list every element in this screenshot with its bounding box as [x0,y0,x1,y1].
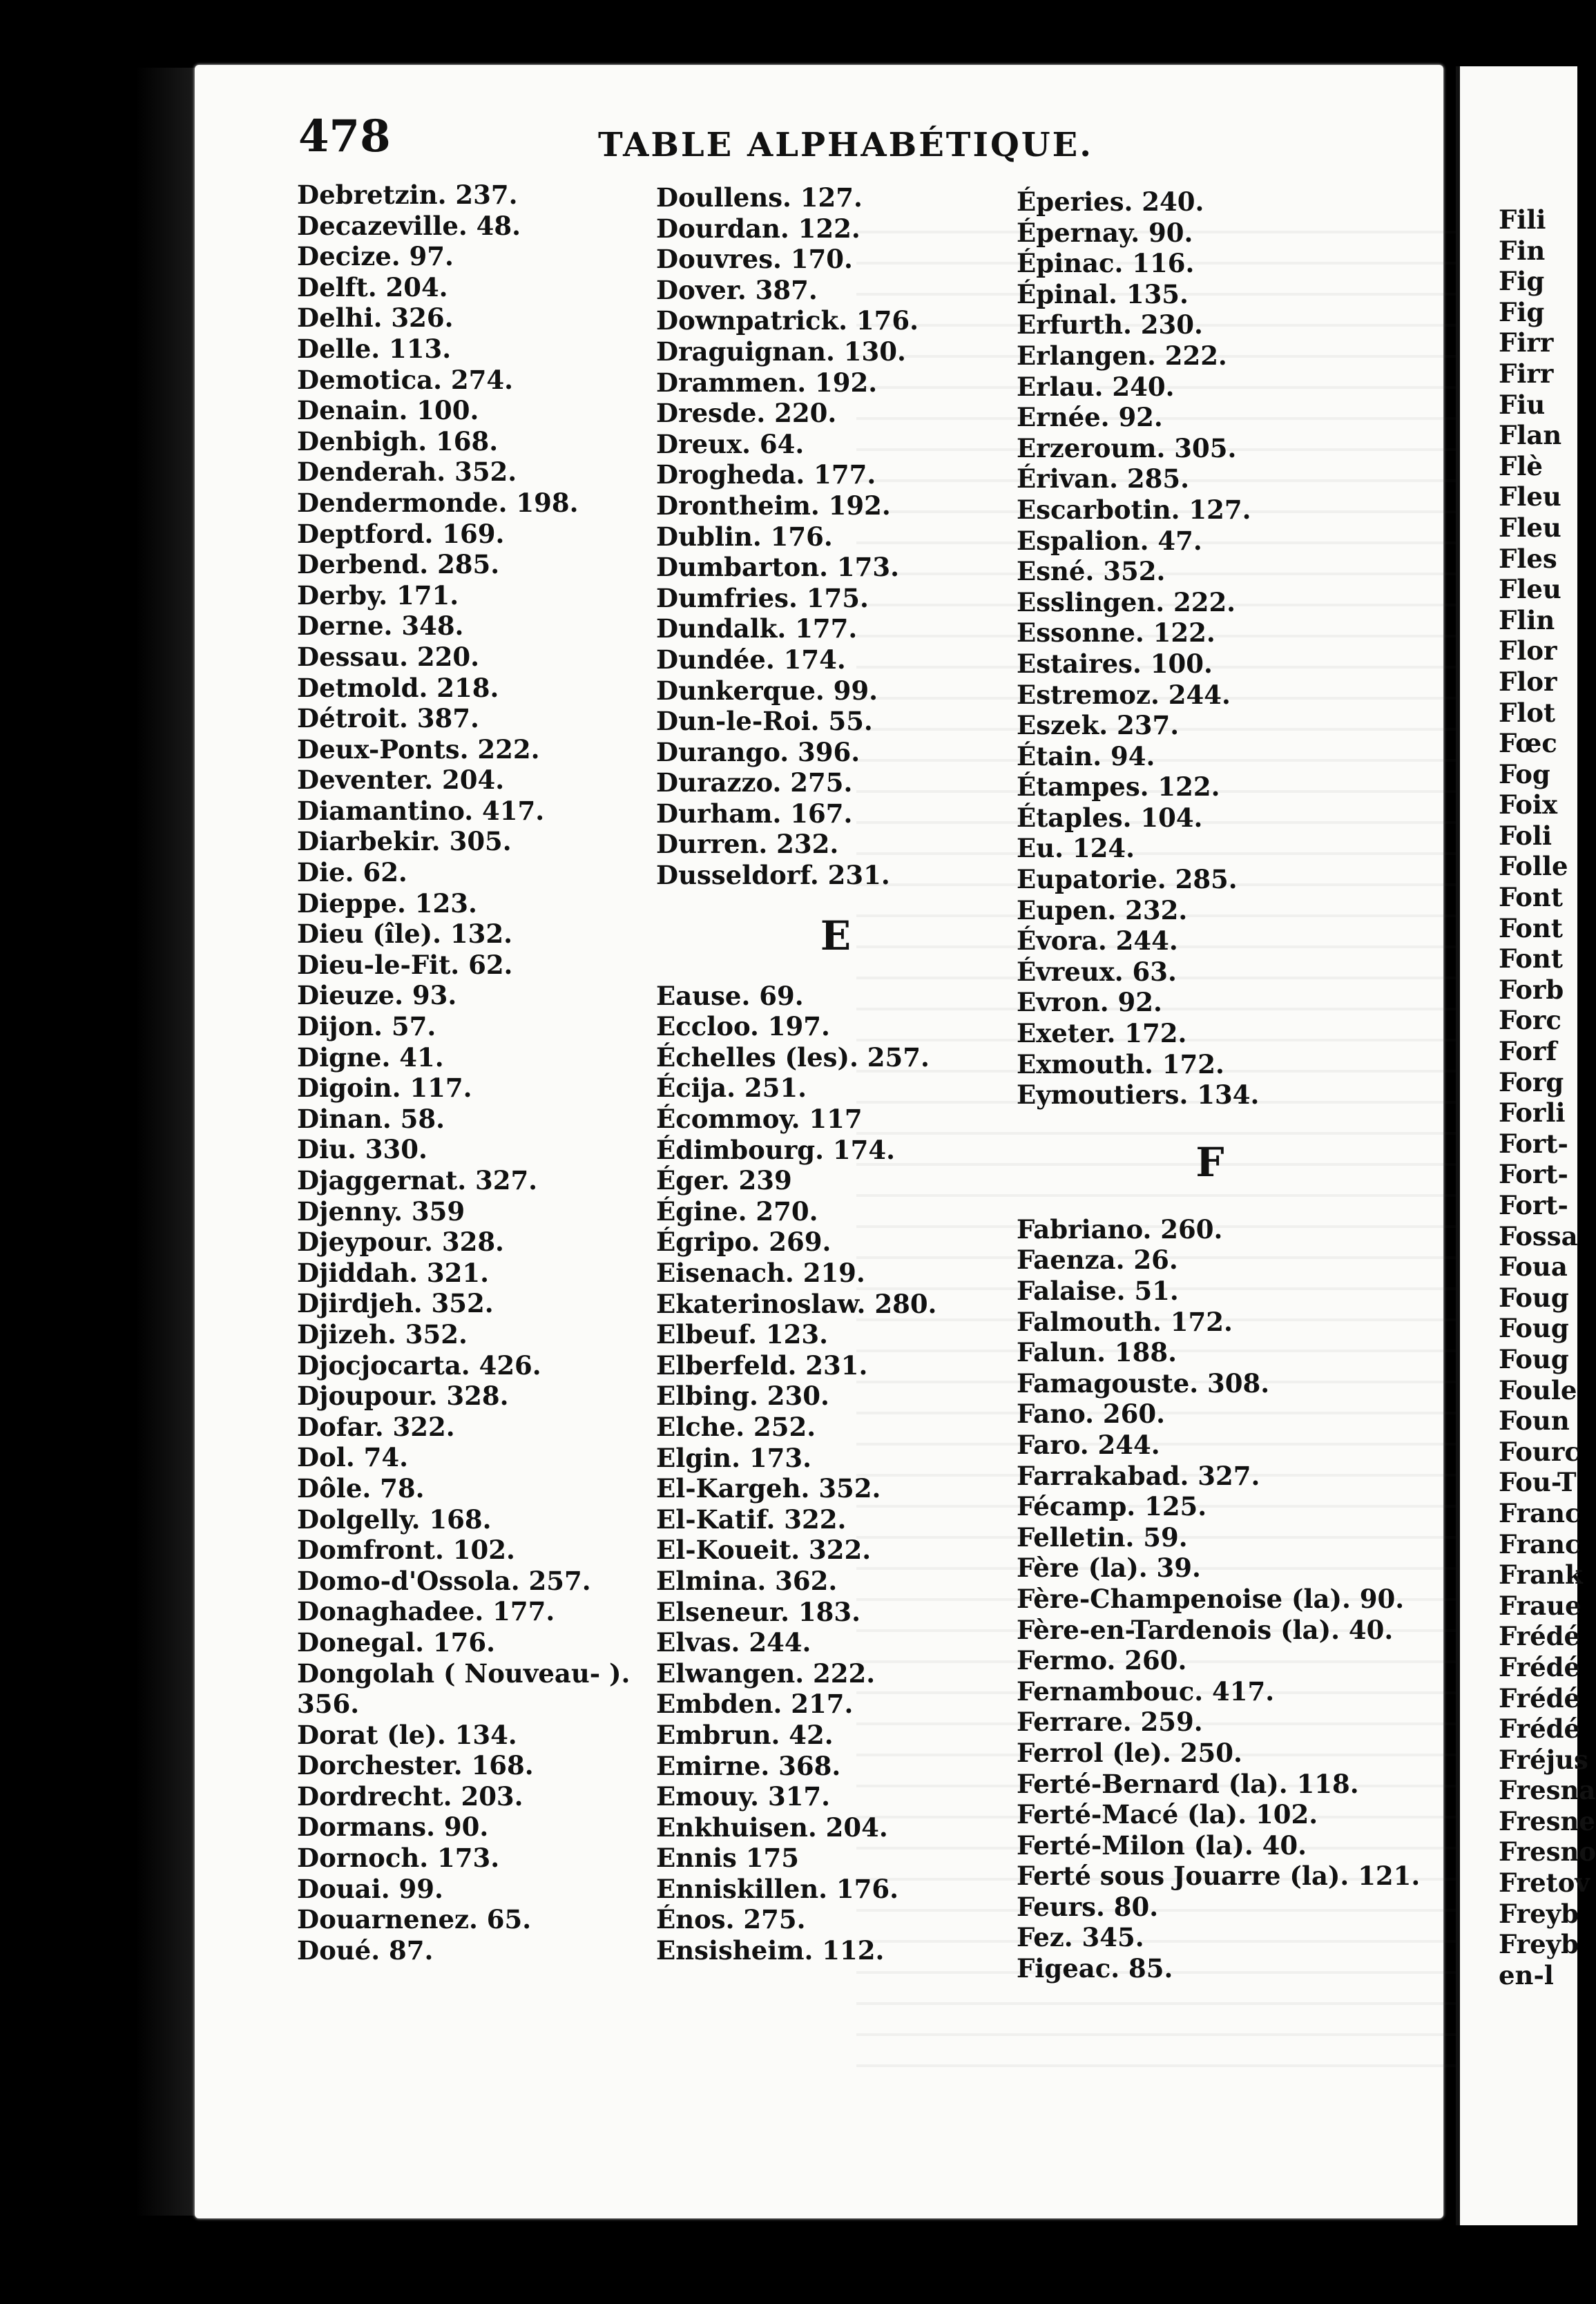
index-entry: Éger. 239 [656,1165,792,1196]
index-entry: Ferté-Bernard (la). 118. [1017,1768,1359,1799]
next-page-entry: Fort- [1499,1128,1568,1159]
index-entry: Dôle. 78. [297,1472,425,1504]
index-entry: Esné. 352. [1017,556,1166,587]
index-entry: Ferrol (le). 250. [1017,1737,1242,1768]
index-entry: Demotica. 274. [297,364,513,395]
index-entry: Ferté-Macé (la). 102. [1017,1799,1318,1830]
index-entry: Falmouth. 172. [1017,1306,1233,1337]
index-entry: Dolgelly. 168. [297,1504,492,1535]
index-entry: Djeypour. 328. [297,1227,504,1258]
index-entry: Faenza. 26. [1017,1245,1178,1276]
index-entry: Édimbourg. 174. [656,1134,895,1165]
index-entry: Dusseldorf. 231. [656,860,890,891]
index-entry: Étampes. 122. [1017,771,1220,803]
index-entry: Evron. 92. [1017,987,1162,1018]
index-entry: Ferrare. 259. [1017,1707,1203,1738]
index-entry: Donaghadee. 177. [297,1596,555,1627]
index-entry: Eu. 124. [1017,833,1135,864]
index-entry: Delft. 204. [297,271,448,303]
next-page-entry: Fort- [1499,1159,1568,1190]
next-page-entry: Fig [1499,266,1545,297]
index-entry: Downpatrick. 176. [656,305,919,336]
next-page-entry: Firr [1499,358,1554,389]
index-entry: Deptford. 169. [297,518,505,549]
index-entry: Évora. 244. [1017,925,1178,957]
index-entry: Dumfries. 175. [656,582,869,613]
next-page-entry: Font [1499,943,1563,975]
page-number: 478 [298,111,391,162]
index-entry: Ensisheim. 112. [656,1935,885,1966]
index-entry: Détroit. 387. [297,703,479,734]
index-entry: El-Katif. 322. [656,1504,847,1535]
index-entry: Fère (la). 39. [1017,1553,1201,1584]
next-page-entry: Fourc [1499,1436,1580,1467]
index-entry: Denderah. 352. [297,457,517,488]
index-entry: Dresde. 220. [656,398,837,429]
index-entry: Felletin. 59. [1017,1521,1188,1553]
index-entry: Drontheim. 192. [656,490,891,521]
index-entry: Fez. 345. [1017,1922,1144,1953]
index-entry: Die. 62. [297,857,407,888]
index-entry: Essonne. 122. [1017,617,1215,649]
index-entry: Elvas. 244. [656,1627,811,1658]
next-page-entry: Fréjus [1499,1744,1588,1775]
index-entry: Erlau. 240. [1017,371,1175,402]
index-entry: Espalion. 47. [1017,525,1202,556]
index-entry: Elbeuf. 123. [656,1319,829,1350]
next-page-entry: Fleu [1499,481,1561,512]
index-entry: Escarbotin. 127. [1017,494,1251,525]
index-column-2 [656,182,1015,1966]
next-page-entry: Fœc [1499,728,1557,759]
next-page-entry: Foule [1499,1374,1577,1405]
index-entry: Elgin. 173. [656,1442,811,1473]
index-entry: Draguignan. 130. [656,336,906,367]
page-edge-shadow [135,68,195,2216]
index-entry: Delle. 113. [297,333,452,364]
index-entry: Elche. 252. [656,1411,816,1442]
index-entry: Esslingen. 222. [1017,586,1236,617]
index-entry: Dieu-le-Fit. 62. [297,949,513,980]
index-entry: Dijon. 57. [297,1011,436,1042]
index-entry: Fère-en-Tardenois (la). 40. [1017,1614,1394,1645]
index-entry: Ferté sous Jouarre (la). 121. [1017,1861,1421,1892]
index-entry: Dieuze. 93. [297,980,457,1011]
index-entry: Faro. 244. [1017,1429,1160,1460]
index-entry: Drogheda. 177. [656,459,876,490]
index-entry: Fermo. 260. [1017,1645,1187,1676]
next-page-entry: Fles [1499,543,1557,574]
index-entry: Épinac. 116. [1017,248,1195,279]
index-entry: Érivan. 285. [1017,463,1190,495]
index-entry: Dol. 74. [297,1442,408,1473]
index-entry: Dinan. 58. [297,1103,445,1134]
next-page-entry: Fraue [1499,1590,1581,1621]
index-entry: Dieu (île). 132. [297,919,513,950]
next-page-entry: Flin [1499,604,1555,635]
next-page-entry: Frédé [1499,1621,1581,1652]
next-page-entry: Frédé [1499,1713,1581,1745]
index-entry: Fécamp. 125. [1017,1491,1207,1522]
index-entry: Dublin. 176. [656,521,833,552]
next-page-entry: Frédé [1499,1682,1581,1713]
index-entry: Dieppe. 123. [297,887,477,919]
next-page-entry: Fresna [1499,1775,1596,1806]
next-page-entry: Franc [1499,1497,1581,1528]
index-entry: Derne. 348. [297,611,464,642]
index-entry: Enkhuisen. 204. [656,1812,888,1843]
index-entry: Eymoutiers. 134. [1017,1079,1260,1111]
index-entry: Fano. 260. [1017,1399,1166,1430]
index-entry: Derby. 171. [297,579,459,611]
next-page-entry: Fresno [1499,1836,1596,1868]
index-entry: Énos. 275. [656,1904,806,1935]
index-entry: Figeac. 85. [1017,1953,1173,1984]
index-entry: Dundée. 174. [656,644,846,675]
next-page-entry: Frédé [1499,1651,1581,1682]
index-entry: Elseneur. 183. [656,1596,861,1627]
next-page-entry: Foli [1499,820,1552,851]
index-entry: Domfront. 102. [297,1535,515,1566]
index-entry: Ernée. 92. [1017,402,1163,433]
next-page-entry: Flot [1499,697,1556,728]
next-page-entry: Fiu [1499,389,1546,420]
next-page-entry: Flè [1499,450,1543,481]
index-entry: 356. [297,1689,360,1720]
next-page-entry: Forb [1499,974,1564,1005]
index-entry: Denbigh. 168. [297,425,499,457]
index-entry: Farrakabad. 327. [1017,1460,1260,1491]
index-entry: Djirdjeh. 352. [297,1288,494,1319]
index-entry: Eause. 69. [656,980,804,1011]
index-entry: Dessau. 220. [297,641,480,672]
index-entry: Égine. 270. [656,1196,818,1227]
index-entry: Digne. 41. [297,1041,444,1073]
index-entry: Diu. 330. [297,1134,427,1165]
index-entry: Dormans. 90. [297,1812,489,1843]
index-entry: Djizeh. 352. [297,1318,468,1350]
next-page-entry: Font [1499,912,1563,943]
index-entry: Embrun. 42. [656,1719,834,1750]
next-page-entry: Foug [1499,1343,1569,1374]
next-page-entry: Font [1499,882,1563,913]
next-page-entry: Forf [1499,1036,1557,1067]
index-entry: Debretzin. 237. [297,180,518,210]
index-entry: Dover. 387. [656,274,818,305]
index-entry: Djiddah. 321. [297,1257,490,1288]
index-column-3 [1017,186,1421,1984]
next-page-entry: Fili [1499,204,1546,235]
next-page-entry: Freyb [1499,1898,1579,1929]
next-page-entry: Folle [1499,851,1568,882]
index-entry: Eccloo. 197. [656,1011,830,1042]
next-page-entry: Frank [1499,1559,1583,1591]
index-entry: Échelles (les). 257. [656,1041,930,1073]
index-entry: Écija. 251. [656,1073,807,1104]
index-entry: Étaples. 104. [1017,802,1203,833]
section-letter: E [820,912,852,959]
next-page-entry: Forc [1499,1005,1561,1036]
index-entry: Dumbarton. 173. [656,552,900,583]
index-entry: Éperies. 240. [1017,186,1204,217]
index-entry: Dendermonde. 198. [297,487,579,518]
index-entry: Famagouste. 308. [1017,1367,1270,1399]
index-entry: Dofar. 322. [297,1411,455,1442]
index-entry: Doullens. 127. [656,182,863,213]
index-entry: Ennis 175 [656,1843,800,1874]
next-page-entry: Foun [1499,1405,1570,1437]
index-entry: El-Kargeh. 352. [656,1473,881,1504]
index-entry: Durham. 167. [656,798,853,829]
index-entry: Épinal. 135. [1017,278,1189,309]
next-page-entry: Fou-T [1499,1467,1577,1498]
next-page-entry: en-l [1499,1959,1554,1990]
section-letter: F [1195,1138,1224,1186]
index-entry: Elmina. 362. [656,1565,838,1596]
index-entry: Diamantino. 417. [297,795,545,826]
index-entry: Dorchester. 168. [297,1750,534,1781]
index-entry: Eszek. 237. [1017,710,1180,741]
index-entry: Deventer. 204. [297,765,505,796]
index-entry: Épernay. 90. [1017,217,1193,248]
next-page-entry: Fleu [1499,512,1561,543]
index-column-1 [297,180,642,1966]
index-entry: Djocjocarta. 426. [297,1350,541,1381]
index-entry: Eupatorie. 285. [1017,864,1238,895]
index-entry: Dundalk. 177. [656,613,858,644]
index-entry: El-Koueit. 322. [656,1535,872,1566]
index-entry: Durango. 396. [656,736,861,767]
index-entry: Dornoch. 173. [297,1843,500,1874]
index-entry: Douarnenez. 65. [297,1904,532,1935]
index-entry: Djoupour. 328. [297,1381,509,1412]
index-entry: Dorat (le). 134. [297,1719,517,1750]
index-entry: Deux-Ponts. 222. [297,733,540,765]
index-entry: Enniskillen. 176. [656,1873,899,1904]
index-entry: Doué. 87. [297,1935,434,1966]
index-entry: Elberfeld. 231. [656,1350,868,1381]
index-entry: Eisenach. 219. [656,1258,865,1288]
next-page-entry: Foug [1499,1282,1569,1313]
index-entry: Emirne. 368. [656,1750,841,1781]
index-entry: Embden. 217. [656,1689,854,1720]
index-entry: Erlangen. 222. [1017,340,1227,371]
index-entry: Fabriano. 260. [1017,1213,1223,1245]
index-entry: Decazeville. 48. [297,210,521,241]
index-entry: Donegal. 176. [297,1626,495,1658]
index-entry: Fernambouc. 417. [1017,1676,1275,1707]
index-entry: Douai. 99. [297,1873,443,1904]
index-entry: Dun-le-Roi. 55. [656,706,873,737]
index-entry: Feurs. 80. [1017,1891,1159,1922]
index-entry: Delhi. 326. [297,303,454,334]
next-page-entry: Foug [1499,1313,1569,1344]
index-entry: Ferté-Milon (la). 40. [1017,1830,1307,1861]
index-entry: Durren. 232. [656,829,839,860]
index-entry: Dordrecht. 203. [297,1780,523,1812]
next-page-entry: Fleu [1499,574,1561,605]
index-entry: Djenny. 359 [297,1196,465,1227]
next-page-entry: Foua [1499,1251,1568,1283]
index-entry: Estremoz. 244. [1017,679,1231,710]
page-title: TABLE ALPHABÉTIQUE. [598,126,1093,164]
index-entry: Douvres. 170. [656,244,853,275]
index-entry: Djaggernat. 327. [297,1165,538,1196]
index-entry: Decize. 97. [297,241,454,272]
index-entry: Erzeroum. 305. [1017,432,1237,463]
next-page-entry: Fog [1499,758,1550,789]
index-entry: Fère-Champenoise (la). 90. [1017,1583,1405,1614]
index-entry: Digoin. 117. [297,1073,472,1104]
next-page-entry: Fin [1499,235,1546,266]
next-page-entry: Freyb [1499,1929,1579,1960]
index-entry: Dongolah ( Nouveau- ). [297,1658,631,1689]
next-page-entry: Flor [1499,666,1557,697]
next-page-entry: Foix [1499,789,1558,820]
index-entry: Eupen. 232. [1017,894,1188,925]
index-entry: Detmold. 218. [297,672,499,703]
next-page-entry: Fresne [1499,1805,1595,1836]
index-entry: Erfurth. 230. [1017,309,1203,340]
index-entry: Exmouth. 172. [1017,1048,1224,1079]
next-page-entry: Firr [1499,327,1554,358]
next-page-entry: Fossa [1499,1220,1578,1251]
index-entry: Emouy. 317. [656,1781,831,1812]
next-page-entry: Franc [1499,1528,1581,1559]
index-entry: Elwangen. 222. [656,1658,876,1689]
next-page-entry: Forg [1499,1066,1564,1097]
index-entry: Denain. 100. [297,395,479,426]
index-entry: Falun. 188. [1017,1337,1177,1368]
index-entry: Estaires. 100. [1017,648,1213,679]
index-entry: Domo-d'Ossola. 257. [297,1565,591,1596]
index-entry: Elbing. 230. [656,1381,829,1412]
next-page-entry: Fort- [1499,1190,1568,1220]
next-page-entry: Fig [1499,296,1545,327]
index-entry: Écommoy. 117 [656,1104,863,1135]
next-page-entry: Forli [1499,1097,1566,1129]
index-entry: Dourdan. 122. [656,213,861,244]
next-page-column [1499,204,1596,1990]
index-entry: Dreux. 64. [656,428,805,459]
index-entry: Ekaterinoslaw. 280. [656,1288,937,1319]
index-entry: Dunkerque. 99. [656,675,878,706]
index-entry: Derbend. 285. [297,549,500,580]
index-entry: Étain. 94. [1017,740,1155,771]
index-entry: Égripo. 269. [656,1227,831,1258]
index-entry: Durazzo. 275. [656,767,853,798]
next-page-entry: Fretov [1499,1868,1590,1899]
index-entry: Exeter. 172. [1017,1018,1187,1049]
index-entry: Diarbekir. 305. [297,826,512,857]
index-entry: Drammen. 192. [656,367,878,398]
index-entry: Falaise. 51. [1017,1276,1179,1306]
index-entry: Évreux. 63. [1017,956,1177,987]
next-page-entry: Flan [1499,420,1562,451]
next-page-entry: Flor [1499,635,1557,666]
